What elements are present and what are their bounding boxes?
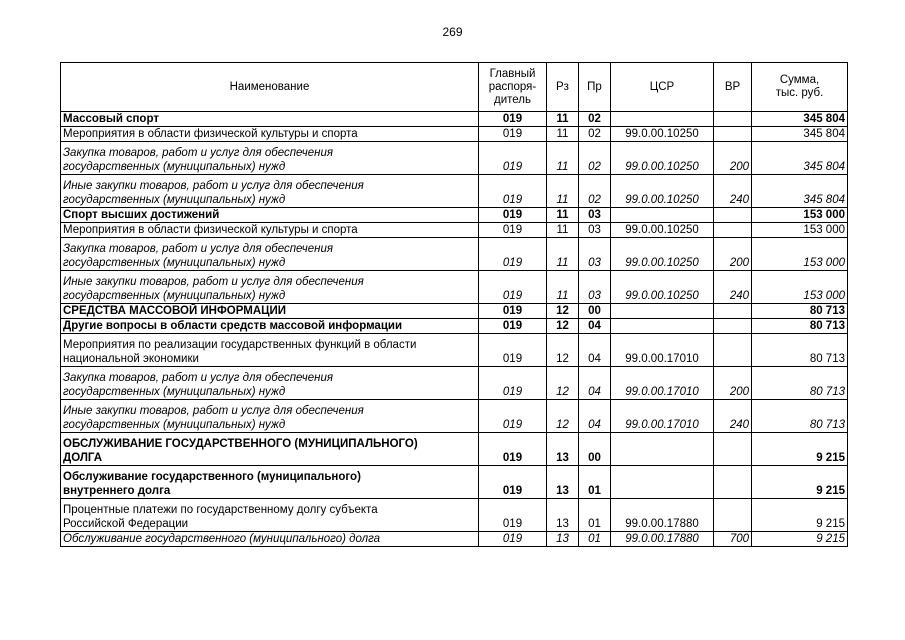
table-row — [61, 238, 848, 271]
cell-name: Мероприятия в области физической культуры и спорта — [61, 127, 479, 142]
cell-sum: 80 713 — [752, 319, 848, 334]
cell-name: Массовый спорт — [61, 112, 479, 127]
cell-csr: 99.0.00.10250 — [611, 271, 714, 304]
table-row — [61, 271, 848, 304]
cell-csr: 99.0.00.10250 — [611, 142, 714, 175]
cell-csr — [611, 112, 714, 127]
table-row — [61, 532, 848, 547]
cell-name: Иные закупки товаров, работ и услуг для обеспечения государственных (муниципальных) нужд — [61, 175, 479, 208]
cell-g: 019 — [479, 112, 547, 127]
table-row — [61, 175, 848, 208]
cell-vr: 240 — [714, 400, 752, 433]
cell-g: 019 — [479, 238, 547, 271]
cell-g: 019 — [479, 175, 547, 208]
table-row — [61, 127, 848, 142]
table-row — [61, 433, 848, 466]
cell-vr: 700 — [714, 532, 752, 547]
cell-rz: 12 — [547, 304, 579, 319]
header-vr: ВР — [714, 63, 752, 112]
cell-pr: 03 — [579, 208, 611, 223]
table-row — [61, 112, 848, 127]
cell-g: 019 — [479, 400, 547, 433]
cell-sum: 153 000 — [752, 271, 848, 304]
cell-csr: 99.0.00.10250 — [611, 223, 714, 238]
cell-csr: 99.0.00.17880 — [611, 532, 714, 547]
cell-pr: 01 — [579, 466, 611, 499]
header-glavny: Главный распоря- дитель — [479, 63, 547, 112]
table-row — [61, 142, 848, 175]
cell-name: Иные закупки товаров, работ и услуг для обеспечения государственных (муниципальных) нужд — [61, 400, 479, 433]
cell-sum: 153 000 — [752, 208, 848, 223]
table-header-row — [61, 63, 848, 112]
cell-vr: 200 — [714, 142, 752, 175]
cell-csr: 99.0.00.10250 — [611, 238, 714, 271]
cell-sum: 153 000 — [752, 223, 848, 238]
cell-name: Другие вопросы в области средств массовой информации — [61, 319, 479, 334]
cell-pr: 03 — [579, 223, 611, 238]
cell-name: Процентные платежи по государственному долгу субъекта Российской Федерации — [61, 499, 479, 532]
table-row — [61, 304, 848, 319]
table-row — [61, 466, 848, 499]
table-row — [61, 367, 848, 400]
cell-rz: 11 — [547, 142, 579, 175]
cell-g: 019 — [479, 208, 547, 223]
table-row — [61, 499, 848, 532]
cell-sum: 9 215 — [752, 499, 848, 532]
cell-g: 019 — [479, 334, 547, 367]
cell-csr — [611, 208, 714, 223]
cell-rz: 12 — [547, 334, 579, 367]
cell-csr: 99.0.00.17010 — [611, 400, 714, 433]
cell-g: 019 — [479, 271, 547, 304]
cell-csr: 99.0.00.10250 — [611, 175, 714, 208]
table-row — [61, 400, 848, 433]
cell-rz: 12 — [547, 400, 579, 433]
cell-rz: 11 — [547, 112, 579, 127]
cell-vr — [714, 127, 752, 142]
cell-g: 019 — [479, 127, 547, 142]
cell-rz: 11 — [547, 223, 579, 238]
cell-rz: 12 — [547, 367, 579, 400]
header-sum: Сумма, тыс. руб. — [752, 63, 848, 112]
cell-name: Иные закупки товаров, работ и услуг для обеспечения государственных (муниципальных) нужд — [61, 271, 479, 304]
cell-pr: 04 — [579, 400, 611, 433]
cell-sum: 80 713 — [752, 304, 848, 319]
cell-rz: 13 — [547, 499, 579, 532]
cell-vr — [714, 223, 752, 238]
cell-pr: 03 — [579, 271, 611, 304]
cell-name: Закупка товаров, работ и услуг для обеспечения государственных (муниципальных) нужд — [61, 142, 479, 175]
table-row — [61, 334, 848, 367]
cell-name: Спорт высших достижений — [61, 208, 479, 223]
cell-rz: 11 — [547, 127, 579, 142]
cell-g: 019 — [479, 304, 547, 319]
table-row — [61, 208, 848, 223]
cell-sum: 9 215 — [752, 466, 848, 499]
cell-pr: 00 — [579, 304, 611, 319]
cell-csr — [611, 433, 714, 466]
cell-rz: 13 — [547, 466, 579, 499]
cell-pr: 04 — [579, 367, 611, 400]
cell-sum: 153 000 — [752, 238, 848, 271]
cell-vr: 200 — [714, 238, 752, 271]
cell-pr: 01 — [579, 532, 611, 547]
cell-vr — [714, 466, 752, 499]
cell-pr: 00 — [579, 433, 611, 466]
cell-sum: 345 804 — [752, 142, 848, 175]
cell-csr: 99.0.00.17010 — [611, 367, 714, 400]
cell-pr: 02 — [579, 112, 611, 127]
cell-g: 019 — [479, 142, 547, 175]
cell-sum: 345 804 — [752, 175, 848, 208]
cell-g: 019 — [479, 319, 547, 334]
cell-vr — [714, 499, 752, 532]
cell-sum: 80 713 — [752, 334, 848, 367]
cell-vr — [714, 112, 752, 127]
cell-csr — [611, 304, 714, 319]
cell-name: ОБСЛУЖИВАНИЕ ГОСУДАРСТВЕННОГО (МУНИЦИПАЛЬНОГО) ДОЛГА — [61, 433, 479, 466]
cell-name: СРЕДСТВА МАССОВОЙ ИНФОРМАЦИИ — [61, 304, 479, 319]
cell-name: Обслуживание государственного (муниципального) внутреннего долга — [61, 466, 479, 499]
cell-g: 019 — [479, 433, 547, 466]
cell-g: 019 — [479, 532, 547, 547]
cell-g: 019 — [479, 367, 547, 400]
cell-csr: 99.0.00.17880 — [611, 499, 714, 532]
cell-sum: 345 804 — [752, 127, 848, 142]
table-row — [61, 223, 848, 238]
header-name: Наименование — [61, 63, 479, 112]
cell-rz: 12 — [547, 319, 579, 334]
cell-vr: 240 — [714, 175, 752, 208]
cell-sum: 80 713 — [752, 400, 848, 433]
cell-csr: 99.0.00.17010 — [611, 334, 714, 367]
cell-name: Мероприятия по реализации государственных функций в области национальной экономики — [61, 334, 479, 367]
cell-g: 019 — [479, 499, 547, 532]
cell-rz: 11 — [547, 208, 579, 223]
cell-vr: 240 — [714, 271, 752, 304]
cell-g: 019 — [479, 466, 547, 499]
cell-vr — [714, 208, 752, 223]
cell-sum: 345 804 — [752, 112, 848, 127]
table-row — [61, 319, 848, 334]
cell-csr — [611, 466, 714, 499]
cell-rz: 11 — [547, 238, 579, 271]
cell-name: Закупка товаров, работ и услуг для обеспечения государственных (муниципальных) нужд — [61, 367, 479, 400]
cell-rz: 11 — [547, 271, 579, 304]
cell-vr: 200 — [714, 367, 752, 400]
header-csr: ЦСР — [611, 63, 714, 112]
cell-vr — [714, 433, 752, 466]
cell-sum: 9 215 — [752, 532, 848, 547]
cell-name: Обслуживание государственного (муниципального) долга — [61, 532, 479, 547]
page-number: 269 — [442, 25, 463, 39]
cell-vr — [714, 304, 752, 319]
cell-vr — [714, 319, 752, 334]
cell-g: 019 — [479, 223, 547, 238]
cell-name: Закупка товаров, работ и услуг для обеспечения государственных (муниципальных) нужд — [61, 238, 479, 271]
cell-pr: 04 — [579, 319, 611, 334]
cell-rz: 13 — [547, 433, 579, 466]
cell-csr — [611, 319, 714, 334]
cell-sum: 80 713 — [752, 367, 848, 400]
cell-rz: 13 — [547, 532, 579, 547]
cell-pr: 04 — [579, 334, 611, 367]
cell-name: Мероприятия в области физической культуры и спорта — [61, 223, 479, 238]
header-pr: Пр — [579, 63, 611, 112]
header-rz: Рз — [547, 63, 579, 112]
cell-sum: 9 215 — [752, 433, 848, 466]
cell-pr: 01 — [579, 499, 611, 532]
cell-pr: 02 — [579, 142, 611, 175]
budget-table — [60, 62, 848, 547]
cell-csr: 99.0.00.10250 — [611, 127, 714, 142]
cell-pr: 02 — [579, 127, 611, 142]
cell-pr: 03 — [579, 238, 611, 271]
cell-rz: 11 — [547, 175, 579, 208]
cell-pr: 02 — [579, 175, 611, 208]
cell-vr — [714, 334, 752, 367]
